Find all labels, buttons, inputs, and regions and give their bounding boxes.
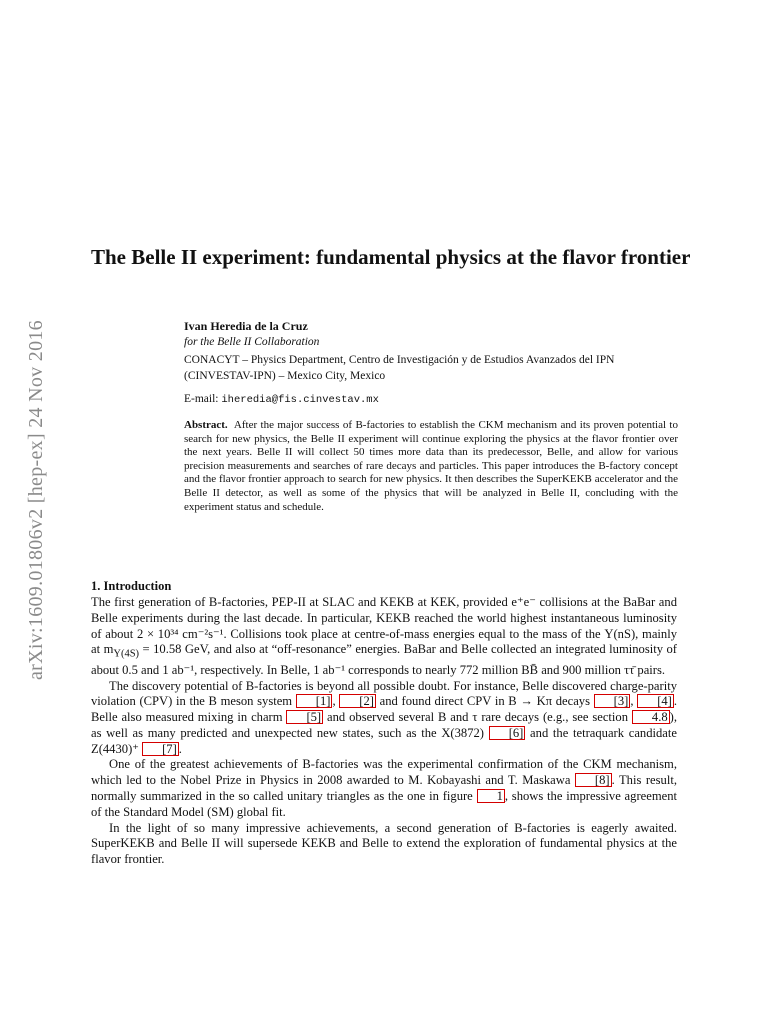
body-text <box>91 595 677 868</box>
front-matter <box>184 318 684 408</box>
citation-link[interactable]: [6] <box>489 726 526 740</box>
text-subscript: Υ(4S) <box>113 648 140 660</box>
arxiv-id: arXiv:1609.01806v2 [hep-ex] 24 Nov 2016 <box>25 320 47 680</box>
abstract <box>184 419 678 514</box>
text-span: One of the greatest achievements of B-factories was the experimental confirmation of the CKM mechanism, which led to the Nobel Prize in Physics in 2008 awarded to M. Kobayashi and T. Maskawa <box>91 757 677 788</box>
figure-link[interactable]: 1 <box>477 789 505 803</box>
email-line <box>184 391 684 408</box>
text-span: . This result, normally summarized in the so called unitary triangles as the one in figure <box>91 773 677 804</box>
author-name: Ivan Heredia de la Cruz <box>184 319 308 333</box>
text-span: . <box>178 741 182 756</box>
text-span: , <box>630 694 638 709</box>
affiliation-line-2: (CINVESTAV-IPN) – Mexico City, Mexico <box>184 370 386 382</box>
section-heading: 1. Introduction <box>91 579 172 593</box>
affiliation-line-1: CONACYT – Physics Department, Centro de Investigación y de Estudios Avanzados del IPN <box>184 354 615 366</box>
citation-link[interactable]: [3] <box>594 694 631 708</box>
email-label: E-mail: <box>184 393 219 405</box>
paragraph-3 <box>91 757 677 820</box>
citation-link[interactable]: [7] <box>142 742 179 756</box>
text-span: The discovery potential of B-factories is beyond all possible doubt. For instance, Belle discovered charge-parity violation (CPV) in the B meson system <box>91 678 677 709</box>
collaboration: for the Belle II Collaboration <box>184 336 320 348</box>
text-span: ), as well as many predicted and unexpected new states, such as the X(3872) <box>91 710 677 740</box>
paragraph-2 <box>91 679 677 758</box>
email-link[interactable]: iheredia@fis.cinvestav.mx <box>221 394 379 406</box>
text-span: The first generation of B-factories, PEP-II at SLAC and KEKB at KEK, provided e⁺e⁻ collisions at the BaBar and Belle experiments during the last decade. In particular, KEKB reached the world highest instantaneous luminosity of about 2 × 10³⁴ cm⁻²s⁻¹. Collisions took place at centre-of-mass energies equal to the mass of the Υ(nS), mainly at m <box>91 595 677 657</box>
paragraph-1 <box>91 595 677 679</box>
text-span: and observed several B and τ rare decays (e.g., see section <box>323 710 632 725</box>
abstract-label: Abstract. <box>184 419 228 431</box>
citation-link[interactable]: [5] <box>286 710 323 724</box>
abstract-text: After the major success of B-factories to establish the CKM mechanism and its proven potential to search for new physics, the Belle II experiment will continue exploring the physics at the flavor frontier over the next years. Belle II will collect 50 times more data than its predecessor, Belle, and allow for various precision measurements and searches of rare decays and particles. This paper introduces the B-factory concept and the flavor frontier approach to search for new physics. It then describes the SuperKEKB accelerator and the Belle II detector, as well as some of the physics that will be analyzed in Belle II, concluding with the experiment status and schedule. <box>184 419 678 513</box>
text-span: , shows the impressive agreement of the Standard Model (SM) global fit. <box>91 789 678 819</box>
paragraph-4: In the light of so many impressive achievements, a second generation of B-factories is eagerly awaited. SuperKEKB and Belle II will supersede KEKB and Belle to extend the exploration of fundamental physics at the flavor frontier. <box>91 820 677 867</box>
text-span: = 10.58 GeV, and also at “off-resonance” energies. BaBar and Belle collected an integrated luminosity of about 0.5 and 1 ab⁻¹, respectively. In Belle, 1 ab⁻¹ corresponds to nearly 772 million BB̄ and 900 million ττ̄ pairs. <box>91 642 678 677</box>
affiliation <box>184 352 684 384</box>
section-link[interactable]: 4.8 <box>632 710 670 724</box>
text-span: and found direct CPV in B → Kπ decays <box>375 694 594 709</box>
citation-link[interactable]: [4] <box>637 694 674 708</box>
text-span: , <box>332 694 340 709</box>
citation-link[interactable]: [1] <box>296 694 333 708</box>
citation-link[interactable]: [2] <box>339 694 376 708</box>
paper-title: The Belle II experiment: fundamental physics at the flavor frontier <box>91 245 691 269</box>
text-span: and the tetraquark candidate Z(4430)⁺ <box>91 725 677 756</box>
arxiv-stamp <box>16 310 56 680</box>
text-span: . Belle also measured mixing in charm <box>91 694 678 725</box>
citation-link[interactable]: [8] <box>575 773 612 787</box>
